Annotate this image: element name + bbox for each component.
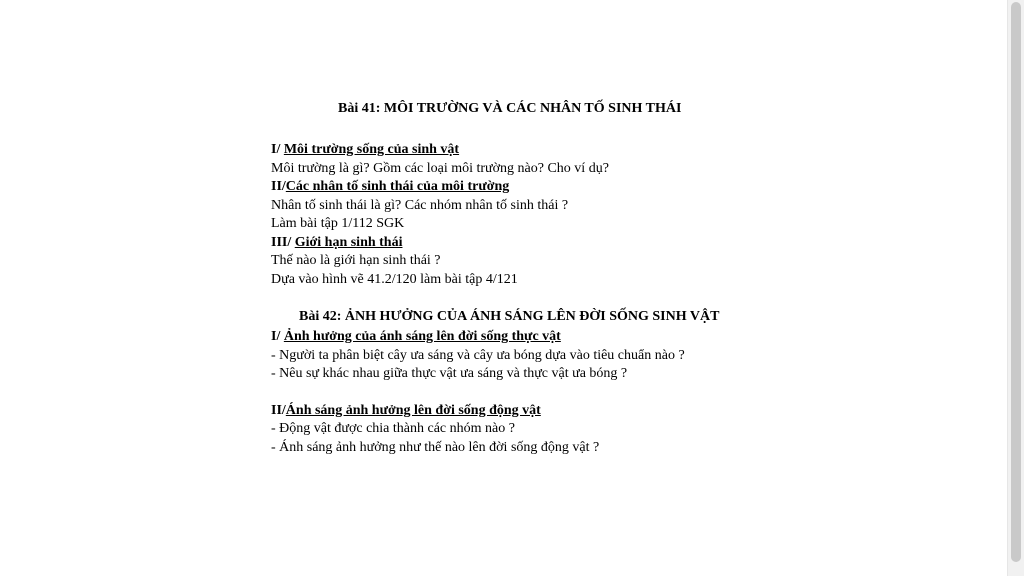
question-line: - Ánh sáng ảnh hưởng như thế nào lên đời sống động vật ? xyxy=(271,439,600,455)
lesson41-section2-heading xyxy=(271,178,891,197)
exercise-line: Dựa vào hình vẽ 41.2/120 làm bài tập 4/121 xyxy=(271,271,518,287)
section-title: Các nhân tố sinh thái của môi trường xyxy=(285,179,510,194)
section-number: I/ xyxy=(271,329,284,344)
section-title: Môi trường sống của sinh vật xyxy=(283,142,460,157)
section-number: II/ xyxy=(271,402,286,418)
document-page xyxy=(271,100,891,457)
lesson42-section1-heading xyxy=(271,328,891,347)
lesson42-section2-heading xyxy=(271,402,891,421)
spacer xyxy=(271,384,891,402)
lesson41-section3-heading xyxy=(271,234,891,253)
question-line: Nhân tố sinh thái là gì? Các nhóm nhân tố sinh thái ? xyxy=(271,197,569,213)
exercise-line: Làm bài tập 1/112 SGK xyxy=(271,216,405,231)
section-title: Giới hạn sinh thái xyxy=(294,234,403,250)
question-line: - Nêu sự khác nhau giữa thực vật ưa sáng và thực vật ưa bóng ? xyxy=(271,366,628,381)
question-line: Môi trường là gì? Gồm các loại môi trường nào? Cho ví dụ? xyxy=(271,160,609,176)
section-title: Ảnh hưởng của ánh sáng lên đời sống thực vật xyxy=(283,329,561,344)
section-number: II/ xyxy=(271,179,286,194)
question-line: - Động vật được chia thành các nhóm nào ? xyxy=(271,421,515,436)
lesson42-title: Bài 42: ẢNH HƯỞNG CỦA ÁNH SÁNG LÊN ĐỜI SỐNG SINH VẬT xyxy=(299,309,720,324)
vertical-scrollbar[interactable] xyxy=(1007,0,1024,576)
section-number: III/ xyxy=(271,234,295,250)
question-line: - Người ta phân biệt cây ưa sáng và cây ưa bóng dựa vào tiêu chuẩn nào ? xyxy=(271,347,685,363)
lesson41-section1-heading xyxy=(271,141,891,160)
question-line: Thế nào là giới hạn sinh thái ? xyxy=(271,253,441,268)
lesson41-title: Bài 41: MÔI TRƯỜNG VÀ CÁC NHÂN TỐ SINH THÁI xyxy=(338,101,682,116)
section-number: I/ xyxy=(271,142,284,157)
scrollbar-thumb[interactable] xyxy=(1011,2,1021,562)
section-title: Ánh sáng ảnh hưởng lên đời sống động vật xyxy=(285,402,541,418)
